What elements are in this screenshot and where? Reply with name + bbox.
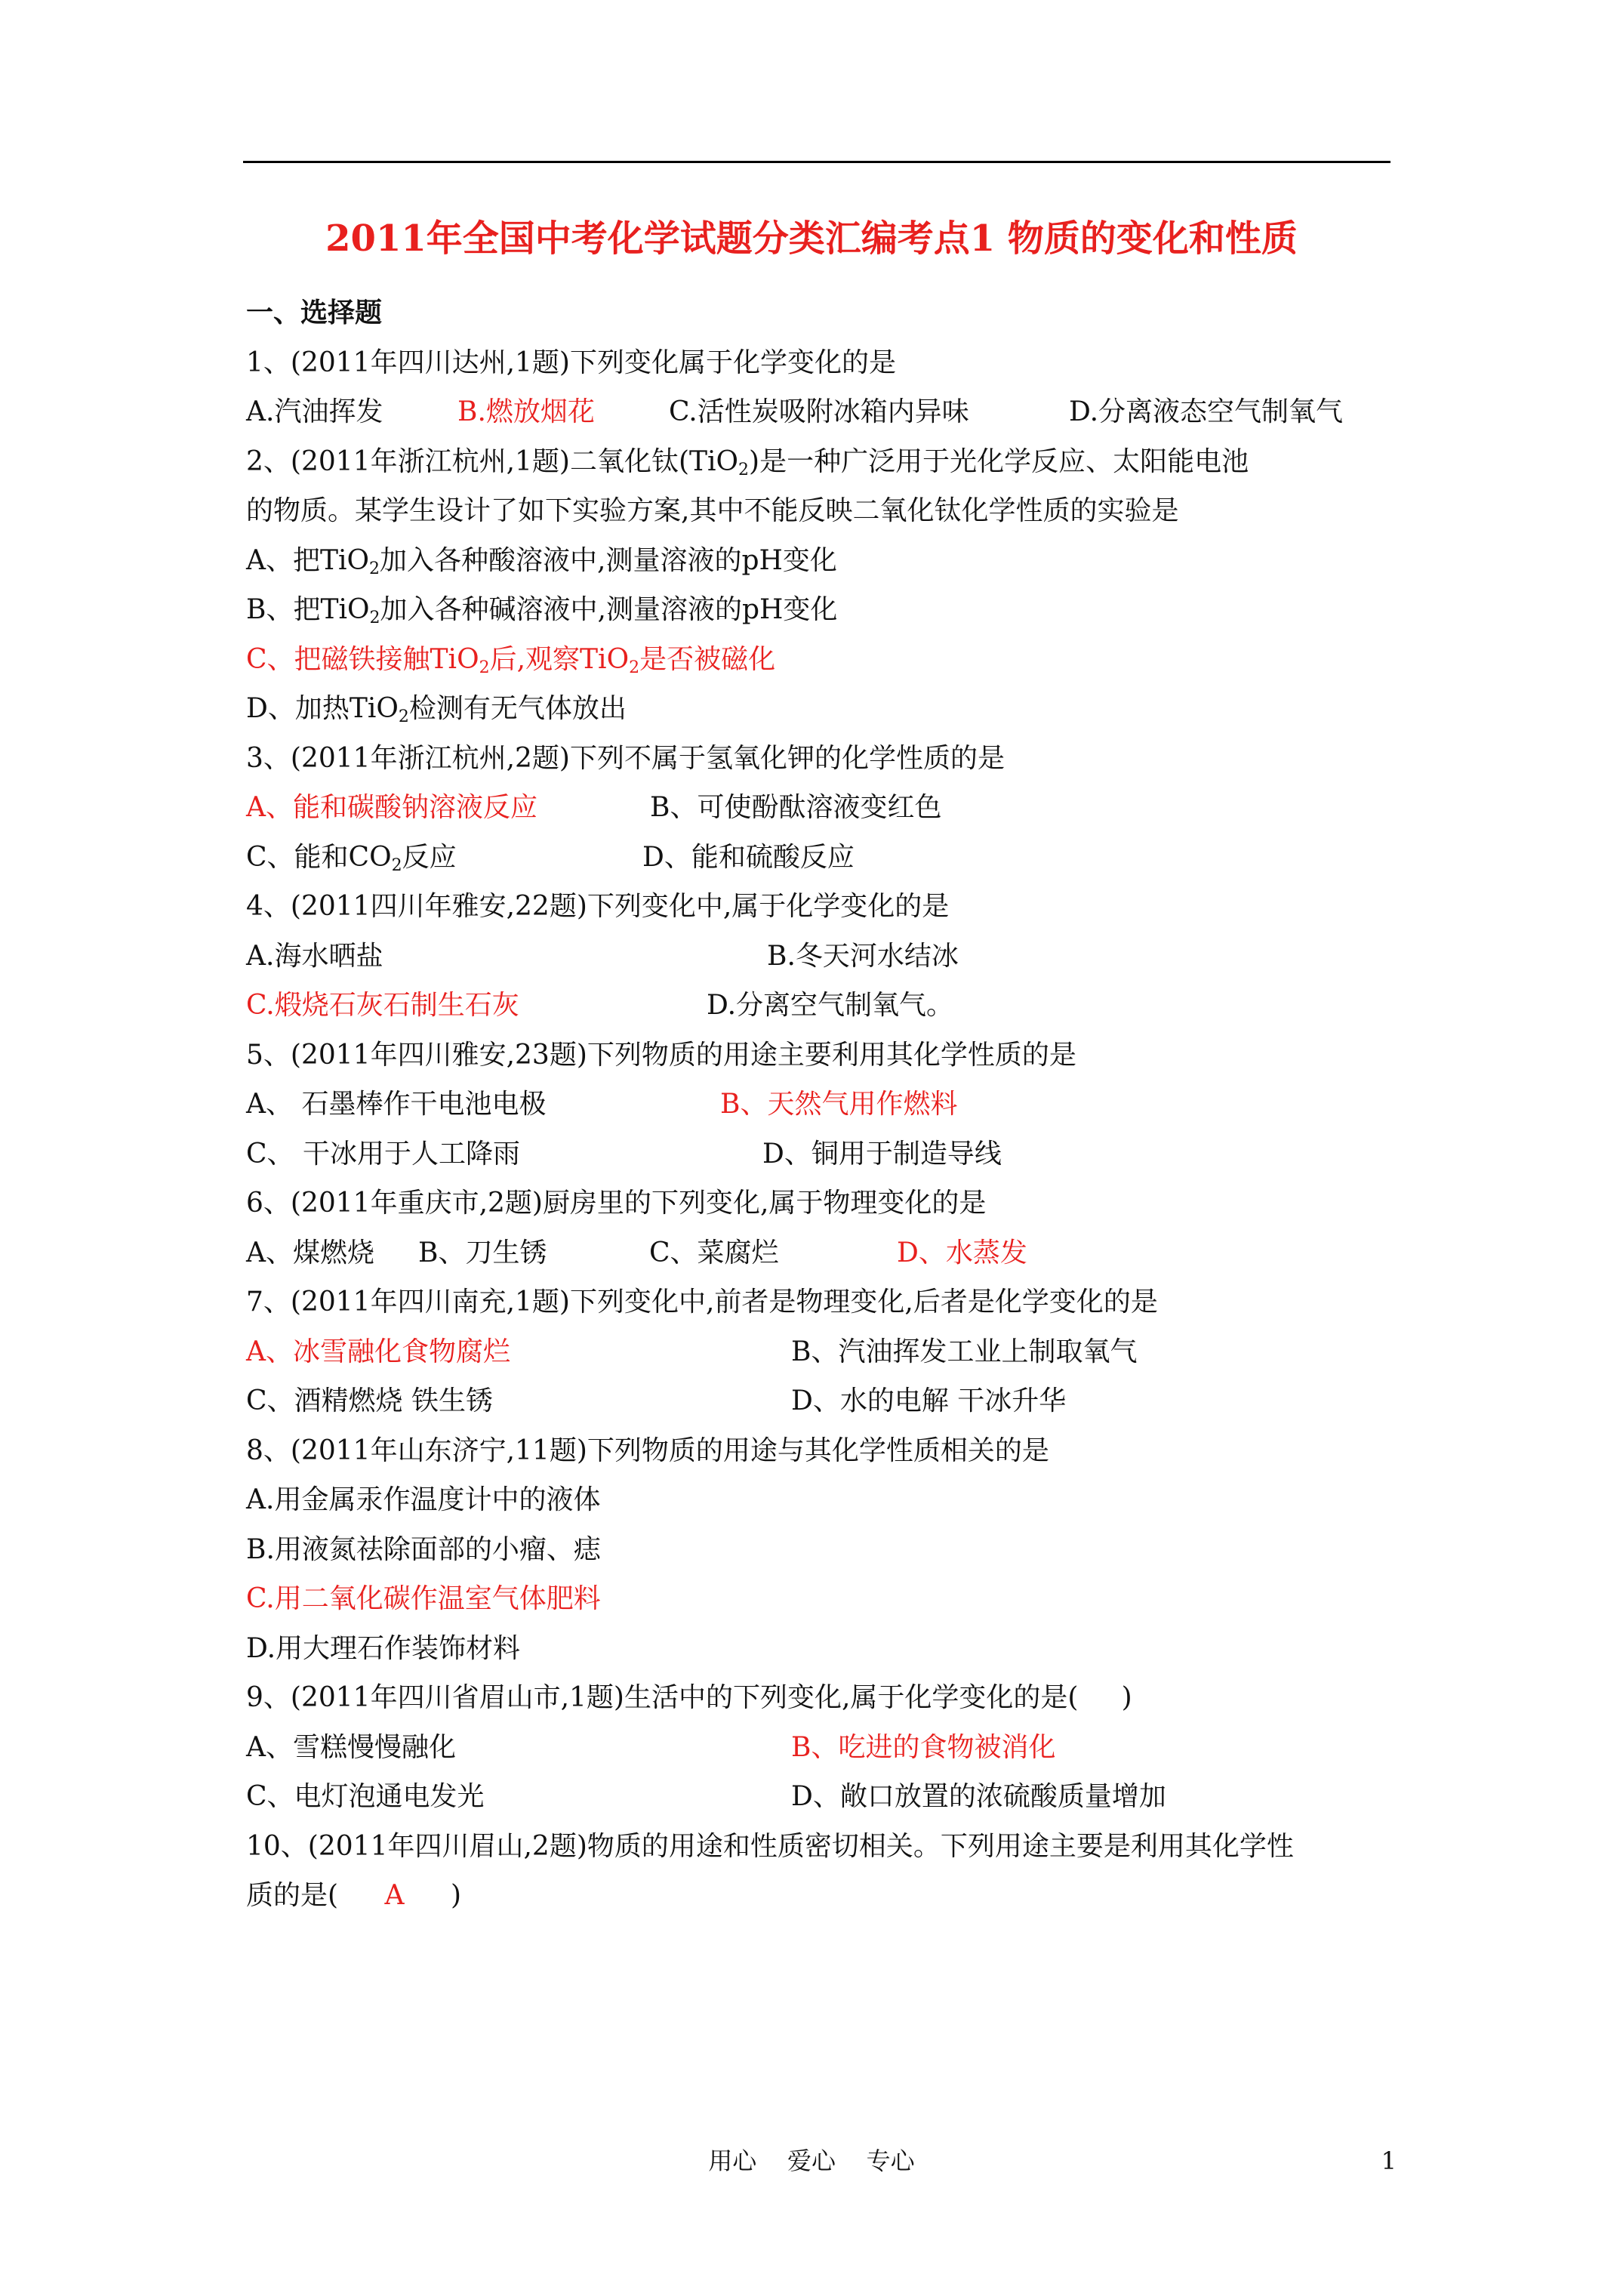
question-1-options xyxy=(246,387,1394,437)
q2-option-a: A、把TiO$_2$加入各种酸溶液中,测量溶液的pH变化 xyxy=(246,544,837,578)
q5-option-a: A、 石墨棒作干电池电极 xyxy=(246,1089,547,1120)
question-1-stem: 1、(2011年四川达州,1题)下列变化属于化学变化的是 xyxy=(246,347,896,378)
question-9-stem: 9、(2011年四川省眉山市,1题)生活中的下列变化,属于化学变化的是( ) xyxy=(246,1682,1132,1713)
q9-option-d: D、敞口放置的浓硫酸质量增加 xyxy=(791,1781,1166,1812)
q5-option-b: B、天然气用作燃料 xyxy=(720,1089,958,1120)
q2-option-d: D、加热TiO$_2$检测有无气体放出 xyxy=(246,693,627,726)
q4-option-d: D.分离空气制氧气。 xyxy=(707,990,954,1021)
question-4-options-ab xyxy=(246,932,1394,982)
q8-option-d: D.用大理石作装饰材料 xyxy=(246,1632,521,1664)
q7-option-b: B、汽油挥发工业上制取氧气 xyxy=(791,1336,1138,1367)
q9-option-b: B、吃进的食物被消化 xyxy=(791,1731,1056,1763)
q3-option-c: C、能和$CO_2$反应 xyxy=(246,841,457,875)
q5-option-d: D、铜用于制造导线 xyxy=(762,1138,1002,1170)
q9-option-a: A、雪糕慢慢融化 xyxy=(246,1731,456,1763)
question-4-options-cd xyxy=(246,981,1394,1031)
question-9-options-cd xyxy=(246,1772,1394,1822)
header-rule xyxy=(243,161,1390,163)
q6-option-a: A、煤燃烧 xyxy=(246,1237,374,1268)
q7-option-c: C、酒精燃烧 铁生锈 xyxy=(246,1385,493,1416)
q1-option-d: D.分离液态空气制氧气 xyxy=(1069,396,1344,427)
q3-option-b: B、可使酚酞溶液变红色 xyxy=(650,792,942,823)
q6-option-b: B、刀生锈 xyxy=(418,1237,547,1268)
question-6-options xyxy=(246,1228,1394,1278)
question-7-stem: 7、(2011年四川南充,1题)下列变化中,前者是物理变化,后者是化学变化的是 xyxy=(246,1287,1158,1318)
q6-option-c: C、菜腐烂 xyxy=(649,1237,779,1268)
q2-option-b: B、把TiO$_2$加入各种碱溶液中,测量溶液的pH变化 xyxy=(246,594,838,627)
question-3-options-ab xyxy=(246,783,1394,833)
q4-option-c: C.煅烧石灰石制生石灰 xyxy=(246,990,519,1021)
question-6-stem: 6、(2011年重庆市,2题)厨房里的下列变化,属于物理变化的是 xyxy=(246,1188,987,1219)
document-body xyxy=(246,288,1394,1921)
q1-option-a: A.汽油挥发 xyxy=(246,396,383,427)
document-title: 2011年全国中考化学试题分类汇编考点1 物质的变化和性质 xyxy=(325,217,1298,260)
question-7-options-cd xyxy=(246,1376,1394,1426)
q2-option-c: C、把磁铁接触TiO$_2$后,观察TiO$_2$是否被磁化 xyxy=(246,643,776,677)
q1-option-c: C.活性炭吸附冰箱内异味 xyxy=(669,396,969,427)
question-3-stem: 3、(2011年浙江杭州,2题)下列不属于氢氧化钾的化学性质的是 xyxy=(246,742,1005,774)
question-5-options-ab xyxy=(246,1080,1394,1130)
page-number: 1 xyxy=(1381,2147,1397,2175)
question-2-stem: 2、(2011年浙江杭州,1题)二氧化钛(TiO$_2$)是一种广泛用于光化学反应、太阳能电池 xyxy=(246,445,1249,479)
q7-option-d: D、水的电解 干冰升华 xyxy=(791,1385,1067,1416)
q4-option-b: B.冬天河水结冰 xyxy=(767,940,959,972)
q9-option-c: C、电灯泡通电发光 xyxy=(246,1781,485,1812)
q8-option-a: A.用金属汞作温度计中的液体 xyxy=(246,1484,601,1515)
question-10-stem-cont: 质的是( A ) xyxy=(246,1880,461,1911)
q3-option-d: D、能和硫酸反应 xyxy=(642,841,855,873)
q8-option-c: C.用二氧化碳作温室气体肥料 xyxy=(246,1583,601,1614)
question-3-options-cd xyxy=(246,833,1394,883)
q10-answer: A xyxy=(384,1880,405,1911)
q7-option-a: A、冰雪融化食物腐烂 xyxy=(246,1336,510,1367)
question-9-options-ab xyxy=(246,1723,1394,1773)
question-10-stem: 10、(2011年四川眉山,2题)物质的用途和性质密切相关。下列用途主要是利用其化学性 xyxy=(246,1830,1294,1862)
question-5-options-cd xyxy=(246,1130,1394,1179)
question-4-stem: 4、(2011四川年雅安,22题)下列变化中,属于化学变化的是 xyxy=(246,891,950,922)
page-footer: 用心 爱心 专心 xyxy=(708,2147,915,2175)
question-2-stem-cont: 的物质。某学生设计了如下实验方案,其中不能反映二氧化钛化学性质的实验是 xyxy=(246,495,1179,526)
q6-option-d: D、水蒸发 xyxy=(897,1237,1027,1268)
q4-option-a: A.海水晒盐 xyxy=(246,940,383,972)
section-heading: 一、选择题 xyxy=(246,297,383,328)
q8-option-b: B.用液氮祛除面部的小瘤、痣 xyxy=(246,1533,601,1565)
question-7-options-ab xyxy=(246,1327,1394,1377)
q3-option-a: A、能和碳酸钠溶液反应 xyxy=(246,792,537,823)
q1-option-b: B.燃放烟花 xyxy=(457,396,595,427)
q5-option-c: C、 干冰用于人工降雨 xyxy=(246,1138,520,1170)
question-5-stem: 5、(2011年四川雅安,23题)下列物质的用途主要利用其化学性质的是 xyxy=(246,1039,1076,1071)
question-8-stem: 8、(2011年山东济宁,11题)下列物质的用途与其化学性质相关的是 xyxy=(246,1435,1049,1466)
